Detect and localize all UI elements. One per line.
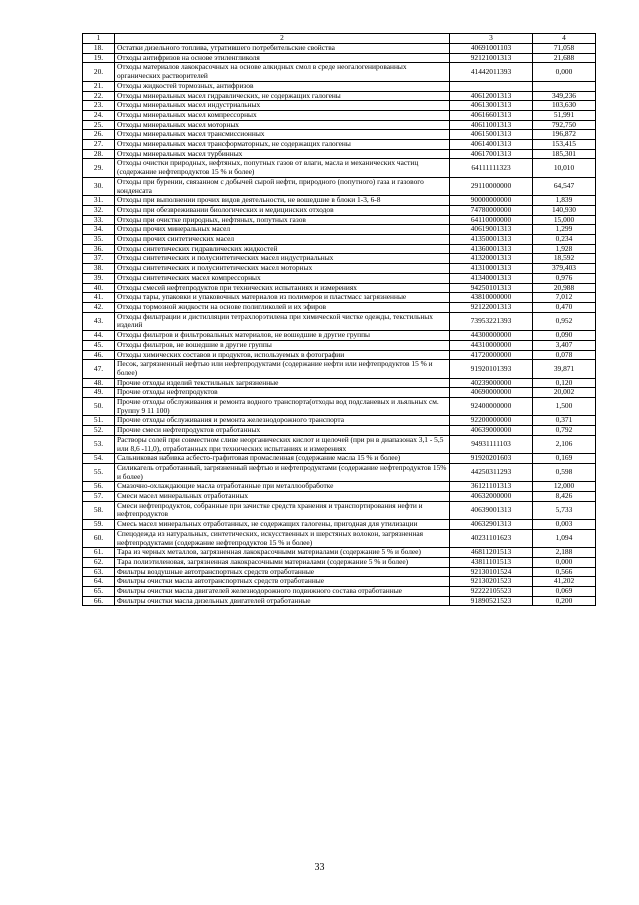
row-number: 31.	[83, 196, 115, 206]
row-number: 61.	[83, 548, 115, 558]
table-row	[83, 81, 596, 91]
waste-name: Отходы синтетических и полусинтетических масел моторных	[115, 264, 450, 274]
waste-amount: 51,991	[533, 110, 596, 120]
waste-name: Спецодежда из натуральных, синтетических, искусственных и шерстяных волокон, загрязненная нефтепродуктами (содержание нефтепродуктов 15 % и более)	[115, 529, 450, 547]
waste-name: Отходы минеральных масел компрессорных	[115, 110, 450, 120]
waste-amount: 2,188	[533, 548, 596, 558]
row-number: 44.	[83, 331, 115, 341]
waste-name: Фильтры очистки масла дизельных двигателей отработанные	[115, 596, 450, 606]
waste-amount: 5,733	[533, 501, 596, 519]
header-cell: 3	[450, 34, 533, 44]
waste-name: Отходы фильтров и фильтровальных материалов, не вошедшие в другие группы	[115, 331, 450, 341]
waste-name: Отходы синтетических и полусинтетических масел индустриальных	[115, 254, 450, 264]
waste-name: Отходы синтетических масел компрессорных	[115, 273, 450, 283]
waste-code: 91920201603	[450, 454, 533, 464]
table-row	[83, 302, 596, 312]
waste-amount: 0,000	[533, 63, 596, 81]
waste-code: 40619001313	[450, 225, 533, 235]
waste-amount: 21,688	[533, 53, 596, 63]
row-number: 48.	[83, 378, 115, 388]
row-number: 54.	[83, 454, 115, 464]
waste-amount: 1,094	[533, 529, 596, 547]
row-number: 33.	[83, 215, 115, 225]
table-row	[83, 557, 596, 567]
row-number: 18.	[83, 44, 115, 54]
waste-name: Отходы фильтров, не вошедшие в другие группы	[115, 340, 450, 350]
row-number: 65.	[83, 587, 115, 597]
waste-name: Отходы жидкостей тормозных, антифризов	[115, 81, 450, 91]
waste-code: 40239000000	[450, 378, 533, 388]
waste-amount: 0,566	[533, 567, 596, 577]
waste-name: Отходы минеральных масел трансмиссионных	[115, 130, 450, 140]
waste-amount: 0,003	[533, 520, 596, 530]
waste-name: Отходы при бурении, связанном с добычей сырой нефти, природного (попутного) газа и газового конденсата	[115, 177, 450, 195]
row-number: 21.	[83, 81, 115, 91]
waste-name: Силикагель отработанный, загрязненный нефтью и нефтепродуктами (содержание нефтепродуктов 15% и более)	[115, 463, 450, 481]
row-number: 60.	[83, 529, 115, 547]
row-number: 42.	[83, 302, 115, 312]
waste-amount: 0,976	[533, 273, 596, 283]
waste-code: 40614001313	[450, 140, 533, 150]
row-number: 27.	[83, 140, 115, 150]
table-header-row	[83, 34, 596, 44]
waste-amount: 0,069	[533, 587, 596, 597]
row-number: 28.	[83, 149, 115, 159]
row-number: 52.	[83, 426, 115, 436]
waste-code: 40616601313	[450, 110, 533, 120]
table-row	[83, 159, 596, 177]
row-number: 34.	[83, 225, 115, 235]
table-row	[83, 331, 596, 341]
waste-name: Прочие отходы нефтепродуктов	[115, 388, 450, 398]
waste-amount: 8,426	[533, 492, 596, 502]
table-row	[83, 587, 596, 597]
table-row	[83, 398, 596, 416]
waste-amount: 153,415	[533, 140, 596, 150]
table-row	[83, 454, 596, 464]
table-row	[83, 529, 596, 547]
row-number: 22.	[83, 91, 115, 101]
table-row	[83, 205, 596, 215]
waste-name: Остатки дизельного топлива, утратившего потребительские свойства	[115, 44, 450, 54]
row-number: 35.	[83, 235, 115, 245]
waste-name: Прочие отходы изделий текстильных загрязненные	[115, 378, 450, 388]
waste-code: 44250311293	[450, 463, 533, 481]
waste-name: Отходы минеральных масел трансформаторных, не содержащих галогены	[115, 140, 450, 150]
waste-code: 41720000000	[450, 350, 533, 360]
waste-code: 92122001313	[450, 302, 533, 312]
waste-name: Отходы при очистке природных, нефтяных, попутных газов	[115, 215, 450, 225]
waste-amount: 2,106	[533, 435, 596, 453]
waste-name: Отходы при выполнении прочих видов деятельности, не вошедшие в блоки 1-3, 6-8	[115, 196, 450, 206]
waste-table-body	[83, 34, 596, 606]
row-number: 30.	[83, 177, 115, 195]
waste-code: 91920101393	[450, 360, 533, 378]
row-number: 29.	[83, 159, 115, 177]
waste-name: Смеси нефтепродуктов, собранные при зачистке средств хранения и транспортирования нефти и нефтепродуктов	[115, 501, 450, 519]
table-row	[83, 140, 596, 150]
waste-code: 92400000000	[450, 398, 533, 416]
table-row	[83, 44, 596, 54]
waste-name: Прочие отходы обслуживания и ремонта водного транспорта(отходы вод подсланевых и льяльных см. Группу 9 11 100)	[115, 398, 450, 416]
waste-code: 94250101313	[450, 283, 533, 293]
waste-amount: 0,000	[533, 557, 596, 567]
waste-code: 40611001313	[450, 120, 533, 130]
row-number: 23.	[83, 101, 115, 111]
waste-amount: 0,169	[533, 454, 596, 464]
table-row	[83, 264, 596, 274]
row-number: 20.	[83, 63, 115, 81]
row-number: 51.	[83, 416, 115, 426]
row-number: 49.	[83, 388, 115, 398]
waste-code: 40632000000	[450, 492, 533, 502]
waste-code: 44310000000	[450, 340, 533, 350]
waste-name: Отходы тормозной жидкости на основе полигликолей и их эфиров	[115, 302, 450, 312]
waste-name: Прочие смеси нефтепродуктов отработанных	[115, 426, 450, 436]
waste-code	[450, 81, 533, 91]
waste-code: 40615001313	[450, 130, 533, 140]
table-row	[83, 340, 596, 350]
waste-amount: 64,547	[533, 177, 596, 195]
waste-code: 92121001313	[450, 53, 533, 63]
row-number: 37.	[83, 254, 115, 264]
waste-name: Сальниковая набивка асбесто-графитовая промасленная (содержание масла 15 % и более)	[115, 454, 450, 464]
header-cell: 1	[83, 34, 115, 44]
table-row	[83, 501, 596, 519]
waste-name: Фильтры очистки масла двигателей железнодорожного подвижного состава отработанные	[115, 587, 450, 597]
waste-name: Отходы фильтрации и дистилляции тетрахлорэтилена при химической чистке одежды, текстильных изделий	[115, 312, 450, 330]
waste-code: 40639000000	[450, 426, 533, 436]
waste-code: 40612001313	[450, 91, 533, 101]
waste-name: Отходы смесей нефтепродуктов при технических испытаниях и измерениях	[115, 283, 450, 293]
table-row	[83, 435, 596, 453]
row-number: 58.	[83, 501, 115, 519]
waste-amount: 0,598	[533, 463, 596, 481]
row-number: 45.	[83, 340, 115, 350]
waste-amount: 0,792	[533, 426, 596, 436]
waste-amount: 1,928	[533, 244, 596, 254]
waste-amount: 185,301	[533, 149, 596, 159]
waste-code: 40613001313	[450, 101, 533, 111]
row-number: 41.	[83, 293, 115, 303]
waste-amount: 792,750	[533, 120, 596, 130]
waste-code: 41350001313	[450, 235, 533, 245]
table-row	[83, 520, 596, 530]
waste-name: Отходы минеральных масел турбинных	[115, 149, 450, 159]
waste-code: 40690000000	[450, 388, 533, 398]
waste-amount: 39,871	[533, 360, 596, 378]
table-row	[83, 101, 596, 111]
row-number: 19.	[83, 53, 115, 63]
waste-name: Отходы тары, упаковки и упаковочных материалов из полимеров и пластмасс загрязненные	[115, 293, 450, 303]
waste-code: 44300000000	[450, 331, 533, 341]
waste-code: 41442011393	[450, 63, 533, 81]
waste-code: 90000000000	[450, 196, 533, 206]
waste-name: Отходы при обезвреживании биологических и медицинских отходов	[115, 205, 450, 215]
table-row	[83, 548, 596, 558]
row-number: 26.	[83, 130, 115, 140]
waste-code: 91890521523	[450, 596, 533, 606]
table-row	[83, 196, 596, 206]
waste-name: Смазочно-охлаждающие масла отработанные при металлообработке	[115, 482, 450, 492]
waste-name: Фильтры воздушные автотранспортных средств отработанные	[115, 567, 450, 577]
row-number: 43.	[83, 312, 115, 330]
waste-name: Отходы материалов лакокрасочных на основе алкидных смол в среде неогалогенированных органических растворителей	[115, 63, 450, 81]
row-number: 56.	[83, 482, 115, 492]
table-row	[83, 360, 596, 378]
waste-amount	[533, 81, 596, 91]
table-row	[83, 463, 596, 481]
table-row	[83, 63, 596, 81]
waste-amount: 15,000	[533, 215, 596, 225]
waste-amount: 0,371	[533, 416, 596, 426]
waste-code: 36121101313	[450, 482, 533, 492]
waste-code: 40639001313	[450, 501, 533, 519]
page-number: 33	[314, 862, 325, 873]
waste-amount: 379,403	[533, 264, 596, 274]
waste-amount: 7,012	[533, 293, 596, 303]
waste-amount: 0,952	[533, 312, 596, 330]
waste-code: 94931111103	[450, 435, 533, 453]
waste-code: 40691001103	[450, 44, 533, 54]
waste-code: 64111111323	[450, 159, 533, 177]
waste-name: Смесь масел минеральных отработанных, не содержащих галогены, пригодная для утилизации	[115, 520, 450, 530]
waste-amount: 349,236	[533, 91, 596, 101]
waste-amount: 3,407	[533, 340, 596, 350]
waste-amount: 140,930	[533, 205, 596, 215]
waste-code: 46811201513	[450, 548, 533, 558]
row-number: 55.	[83, 463, 115, 481]
waste-amount: 20,988	[533, 283, 596, 293]
row-number: 59.	[83, 520, 115, 530]
waste-code: 41340001313	[450, 273, 533, 283]
waste-code: 40632901313	[450, 520, 533, 530]
waste-name: Отходы антифризов на основе этиленгликоля	[115, 53, 450, 63]
waste-name: Прочие отходы обслуживания и ремонта железнодорожного транспорта	[115, 416, 450, 426]
waste-amount: 0,200	[533, 596, 596, 606]
waste-name: Отходы очистки природных, нефтяных, попутных газов от влаги, масла и механических частиц (содержание нефтепродуктов 15 % и более)	[115, 159, 450, 177]
row-number: 66.	[83, 596, 115, 606]
waste-code: 43811101513	[450, 557, 533, 567]
table-row	[83, 426, 596, 436]
waste-code: 64110000000	[450, 215, 533, 225]
row-number: 46.	[83, 350, 115, 360]
waste-amount: 0,078	[533, 350, 596, 360]
waste-amount: 0,090	[533, 331, 596, 341]
waste-code: 43810000000	[450, 293, 533, 303]
waste-name: Отходы минеральных масел моторных	[115, 120, 450, 130]
waste-amount: 0,470	[533, 302, 596, 312]
waste-name: Смеси масел минеральных отработанных	[115, 492, 450, 502]
table-row	[83, 177, 596, 195]
table-row	[83, 273, 596, 283]
waste-amount: 196,872	[533, 130, 596, 140]
waste-code: 29110000000	[450, 177, 533, 195]
row-number: 64.	[83, 577, 115, 587]
row-number: 39.	[83, 273, 115, 283]
waste-name: Отходы химических составов и продуктов, используемых в фотографии	[115, 350, 450, 360]
waste-amount: 20,002	[533, 388, 596, 398]
waste-amount: 1,500	[533, 398, 596, 416]
row-number: 38.	[83, 264, 115, 274]
table-row	[83, 596, 596, 606]
header-cell: 2	[115, 34, 450, 44]
waste-amount: 0,234	[533, 235, 596, 245]
waste-code: 41360001313	[450, 244, 533, 254]
waste-name: Отходы синтетических гидравлических жидкостей	[115, 244, 450, 254]
waste-code: 40617001313	[450, 149, 533, 159]
table-row	[83, 235, 596, 245]
waste-code: 92130101524	[450, 567, 533, 577]
row-number: 25.	[83, 120, 115, 130]
waste-code: 41310001313	[450, 264, 533, 274]
row-number: 50.	[83, 398, 115, 416]
table-row	[83, 110, 596, 120]
waste-amount: 0,120	[533, 378, 596, 388]
row-number: 40.	[83, 283, 115, 293]
row-number: 62.	[83, 557, 115, 567]
row-number: 36.	[83, 244, 115, 254]
waste-name: Отходы минеральных масел индустриальных	[115, 101, 450, 111]
waste-name: Растворы солей при совместном сливе неорганических кислот и щелочей (при рн в диапазонах 3,1 - 5,5 или 8,6 -11,0), отработанных при технических испытаниях и измерениях	[115, 435, 450, 453]
waste-name: Отходы прочих минеральных масел	[115, 225, 450, 235]
table-row	[83, 492, 596, 502]
waste-code: 74780000000	[450, 205, 533, 215]
header-cell: 4	[533, 34, 596, 44]
row-number: 24.	[83, 110, 115, 120]
waste-code: 92222105523	[450, 587, 533, 597]
waste-code: 73953221393	[450, 312, 533, 330]
waste-name: Тара полиэтиленовая, загрязненная лакокрасочными материалами (содержание 5 % и более)	[115, 557, 450, 567]
waste-amount: 10,010	[533, 159, 596, 177]
row-number: 63.	[83, 567, 115, 577]
waste-amount: 71,058	[533, 44, 596, 54]
waste-name: Отходы прочих синтетических масел	[115, 235, 450, 245]
waste-name: Тара из черных металлов, загрязненная лакокрасочными материалами (содержание 5 % и более)	[115, 548, 450, 558]
table-row	[83, 312, 596, 330]
waste-code: 40231101623	[450, 529, 533, 547]
waste-code: 92200000000	[450, 416, 533, 426]
waste-name: Отходы минеральных масел гидравлических, не содержащих галогены	[115, 91, 450, 101]
waste-code: 92130201523	[450, 577, 533, 587]
waste-amount: 103,630	[533, 101, 596, 111]
row-number: 53.	[83, 435, 115, 453]
waste-amount: 1,299	[533, 225, 596, 235]
row-number: 32.	[83, 205, 115, 215]
waste-amount: 1,839	[533, 196, 596, 206]
waste-table-container	[82, 33, 587, 606]
waste-amount: 41,202	[533, 577, 596, 587]
waste-name: Фильтры очистки масла автотранспортных средств отработанные	[115, 577, 450, 587]
waste-amount: 18,592	[533, 254, 596, 264]
row-number: 47.	[83, 360, 115, 378]
row-number: 57.	[83, 492, 115, 502]
waste-code: 41320001313	[450, 254, 533, 264]
waste-table	[82, 33, 596, 606]
waste-name: Песок, загрязненный нефтью или нефтепродуктами (содержание нефти или нефтепродуктов 15 % и более)	[115, 360, 450, 378]
waste-amount: 12,000	[533, 482, 596, 492]
